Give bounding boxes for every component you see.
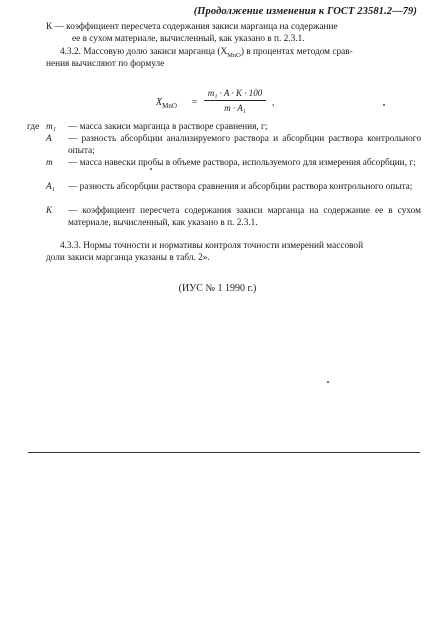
definition-m [46, 157, 421, 169]
definition-symbol: A₁ [46, 182, 55, 192]
clause-4-3-2-sub: MnO [227, 51, 241, 59]
formula-lhs-symbol: X [156, 97, 163, 108]
where-word: где [27, 122, 40, 132]
definition-symbol: A [46, 134, 52, 144]
formula-lhs-sub: MnO [162, 102, 177, 110]
definition-k [46, 205, 421, 229]
clause-4-3-2-text-a: 4.3.2. Массовую долю закиси марганца (X [60, 47, 228, 57]
definition-text: — разность абсорбции анализируемого раствора и абсорбции раствора контрольного опыта; [68, 134, 421, 157]
formula-numerator: m₁ · A · K · 100 [207, 88, 263, 98]
definition-text: — масса закиси марганца в растворе сравнения, г; [68, 122, 268, 132]
k-definition-line-1: К — коэффициент пересчета содержания закиси марганца на содержание [46, 22, 338, 32]
formula-fraction [204, 87, 266, 114]
definition-symbol: m₁ [46, 122, 56, 132]
ius-reference: (ИУС № 1 1990 г.) [178, 283, 257, 294]
page-divider [28, 452, 420, 453]
fraction-bar [204, 100, 266, 101]
stray-mark [383, 104, 385, 106]
formula-lhs [156, 97, 177, 112]
definition-symbol: K [46, 206, 53, 216]
clause-4-3-3-line-1: 4.3.3. Нормы точности и нормативы контроля точности измерений массовой [60, 241, 364, 251]
definition-text: — разность абсорбции раствора сравнения и абсорбции раствора контрольного опыта; [68, 182, 413, 192]
definition-a [46, 133, 421, 157]
definition-text: — коэффициент пересчета содержания закиси марганца на содержание ее в сухом материале, вычисленный, как указано в п. 2.3.1. [68, 206, 421, 229]
running-header: (Продолжение изменения к ГОСТ 23581.2—79) [193, 6, 417, 17]
formula-denominator: m · A₁ [224, 103, 246, 114]
clause-4-3-2-text-b: ) в процентах методом срав- [240, 47, 353, 57]
definition-text: — масса навески пробы в объеме раствора, используемого для измерения абсорбции, г; [68, 158, 416, 168]
definition-a1 [46, 181, 421, 193]
stray-mark [327, 381, 329, 383]
k-definition-line-2: ее в сухом материале, вычисленный, как указано в п. 2.3.1. [72, 34, 305, 44]
definition-m1 [46, 121, 421, 133]
clause-4-3-3-line-2: доли закиси марганца указаны в табл. 2». [46, 253, 210, 263]
clause-4-3-2-line-2: нения вычисляют по формуле [46, 59, 165, 69]
definition-symbol: m [46, 158, 53, 168]
formula [156, 87, 326, 119]
formula-comma: , [272, 98, 275, 108]
formula-equals: = [192, 98, 198, 108]
